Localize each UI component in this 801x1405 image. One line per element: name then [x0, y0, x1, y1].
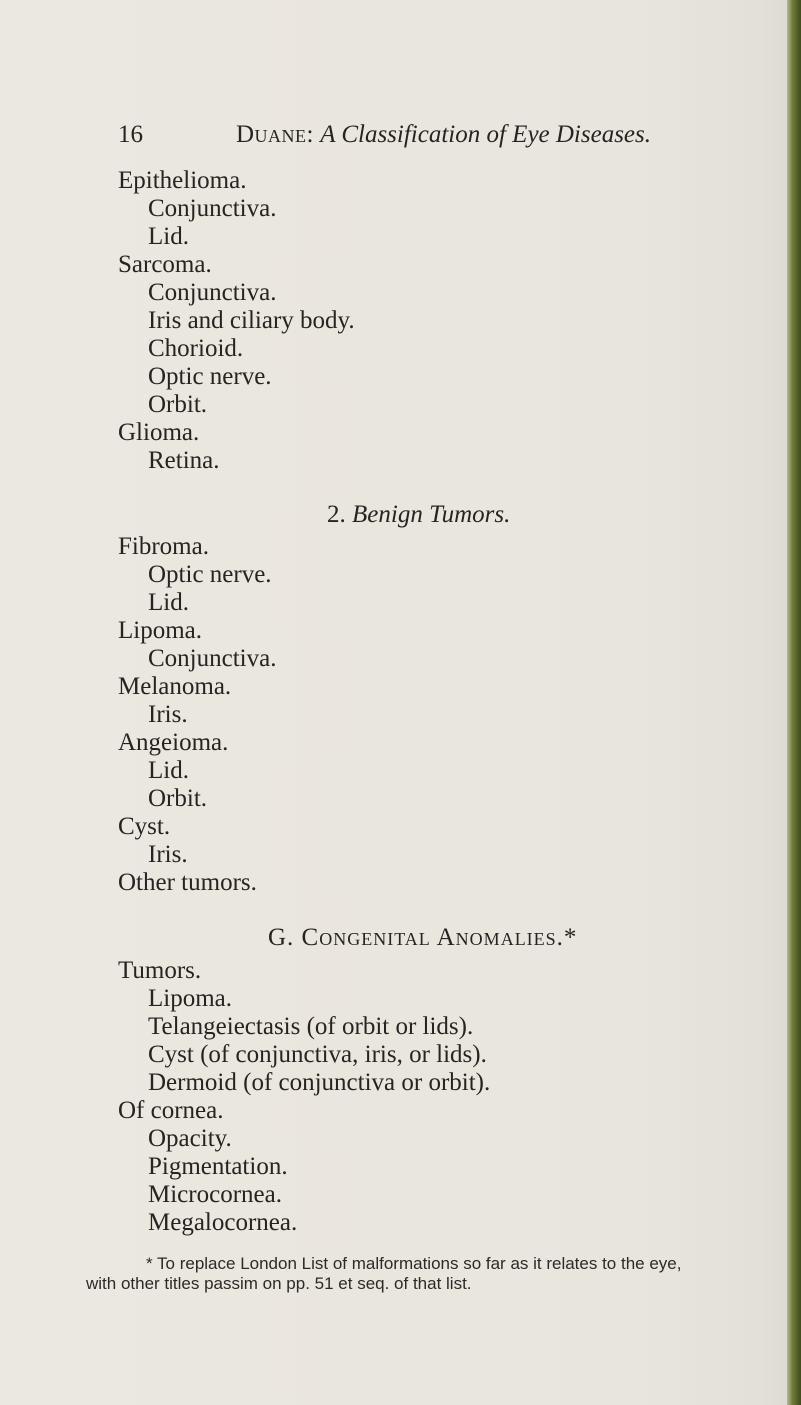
list-subitem: Optic nerve. [148, 363, 272, 390]
list-subitem: Cyst (of conjunctiva, iris, or lids). [148, 1041, 487, 1068]
header-author: Duane: [236, 121, 314, 148]
header-title [236, 118, 651, 152]
list-item: Cyst. [118, 813, 171, 840]
list-item: Tumors. [118, 957, 202, 984]
list-subitem: Lid. [148, 223, 189, 250]
header-book-title: A Classification of Eye Diseases. [320, 121, 652, 148]
list-subitem: Orbit. [148, 785, 208, 812]
list-item: Fibroma. [118, 533, 209, 560]
list-subitem: Lipoma. [148, 985, 233, 1012]
list-item: Melanoma. [118, 673, 232, 700]
section-heading-benign [327, 499, 510, 530]
list-subitem: Megalocornea. [148, 1209, 298, 1236]
list-item: Glioma. [118, 419, 200, 446]
list-subitem: Conjunctiva. [148, 195, 277, 222]
list-item: Epithelioma. [118, 167, 247, 194]
list-subitem: Conjunctiva. [148, 645, 277, 672]
list-subitem: Iris. [148, 701, 188, 728]
running-header [0, 118, 801, 152]
list-subitem: Lid. [148, 757, 189, 784]
list-subitem: Microcornea. [148, 1181, 282, 1208]
list-item: Of cornea. [118, 1097, 224, 1124]
list-subitem: Conjunctiva. [148, 279, 277, 306]
list-subitem: Opacity. [148, 1125, 232, 1152]
list-item: Angeioma. [118, 729, 229, 756]
list-subitem: Pigmentation. [148, 1153, 288, 1180]
list-subitem: Orbit. [148, 391, 208, 418]
heading-number: 2. [327, 501, 346, 528]
heading-text: Benign Tumors. [352, 501, 511, 528]
list-subitem: Iris and ciliary body. [148, 307, 355, 334]
list-subitem: Telangeiectasis (of orbit or lids). [148, 1013, 474, 1040]
list-subitem: Optic nerve. [148, 561, 272, 588]
list-item: Other tumors. [118, 869, 257, 896]
footnote-line: * To replace London List of malformations so far as it relates to the eye, [146, 1254, 682, 1273]
list-subitem: Lid. [148, 589, 189, 616]
list-item: Sarcoma. [118, 251, 212, 278]
section-heading-congenital: G. Congenital Anomalies.* [268, 924, 578, 951]
list-subitem: Retina. [148, 447, 220, 474]
page-edge [787, 0, 801, 1405]
page-number: 16 [118, 121, 143, 148]
list-subitem: Chorioid. [148, 335, 244, 362]
list-subitem: Iris. [148, 841, 188, 868]
list-subitem: Dermoid (of conjunctiva or orbit). [148, 1069, 491, 1096]
list-item: Lipoma. [118, 617, 203, 644]
footnote-line: with other titles passim on pp. 51 et seq. of that list. [86, 1274, 472, 1293]
